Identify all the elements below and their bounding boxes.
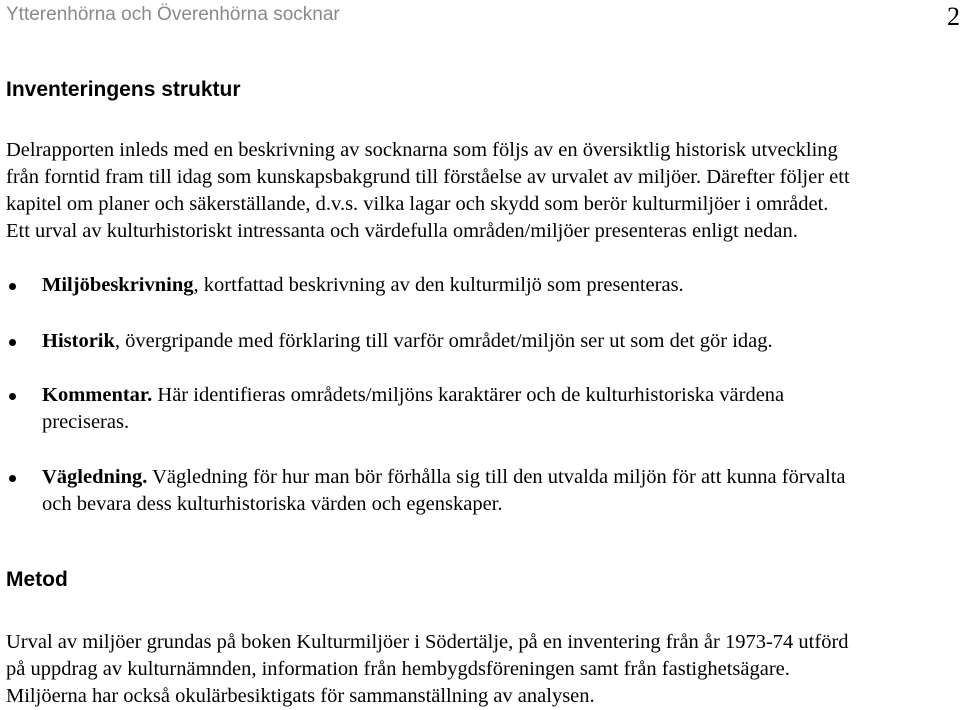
bullet-line bbox=[42, 272, 684, 299]
bullet-text bbox=[42, 382, 784, 436]
paragraph-line: Urval av miljöer grundas på boken Kulturmiljöer i Södertälje, på en inventering från år 1973-74 utförd bbox=[6, 631, 849, 653]
bullet-description: , övergripande med förklaring till varför området/miljön ser ut som det gör idag. bbox=[114, 330, 773, 352]
bullet-text bbox=[42, 272, 684, 299]
bullet-continuation: och bevara dess kulturhistoriska värden och egenskaper. bbox=[42, 493, 503, 515]
bullet-dot-icon bbox=[9, 339, 16, 346]
bullet-continuation: preciseras. bbox=[42, 411, 130, 433]
section-heading-inventeringens-struktur: Inventeringens struktur bbox=[6, 78, 241, 101]
intro-paragraph bbox=[6, 137, 850, 245]
bullet-term: Historik bbox=[42, 330, 115, 352]
page-number: 2 bbox=[947, 2, 960, 31]
section-heading-metod: Metod bbox=[6, 568, 68, 591]
paragraph-line: Ett urval av kulturhistoriskt intressanta och värdefulla områden/miljöer presenteras enligt nedan. bbox=[6, 220, 798, 242]
bullet-line bbox=[42, 328, 773, 355]
paragraph-line: på uppdrag av kulturnämnden, information från hembygdsföreningen samt från fastighetsägare. bbox=[6, 658, 790, 680]
bullet-line bbox=[42, 382, 784, 409]
running-header-title: Ytterenhörna och Överenhörna socknar bbox=[6, 4, 340, 25]
paragraph-line: Miljöerna har också okulärbesiktigats för sammanställning av analysen. bbox=[6, 685, 595, 707]
bullet-term: Kommentar. bbox=[42, 384, 153, 406]
bullet-dot-icon bbox=[9, 475, 16, 482]
bullet-text bbox=[42, 328, 773, 355]
metod-paragraph bbox=[6, 629, 849, 710]
paragraph-line: från forntid fram till idag som kunskapsbakgrund till förståelse av urvalet av miljöer. Därefter följer ett bbox=[6, 166, 850, 188]
bullet-text bbox=[42, 464, 846, 518]
bullet-term: Vägledning. bbox=[42, 466, 148, 488]
paragraph-line: kapitel om planer och säkerställande, d.v.s. vilka lagar och skydd som berör kulturmiljöer i området. bbox=[6, 193, 829, 215]
bullet-term: Miljöbeskrivning bbox=[42, 274, 194, 296]
bullet-line bbox=[42, 464, 846, 491]
bullet-description: Vägledning för hur man bör förhålla sig till den utvalda miljön för att kunna förvalta bbox=[147, 466, 846, 488]
bullet-dot-icon bbox=[9, 393, 16, 400]
bullet-dot-icon bbox=[9, 283, 16, 290]
paragraph-line: Delrapporten inleds med en beskrivning av socknarna som följs av en översiktlig historisk utveckling bbox=[6, 139, 838, 161]
bullet-description: Här identifieras områdets/miljöns karaktärer och de kulturhistoriska värdena bbox=[152, 384, 785, 406]
bullet-description: , kortfattad beskrivning av den kulturmiljö som presenteras. bbox=[193, 274, 684, 296]
